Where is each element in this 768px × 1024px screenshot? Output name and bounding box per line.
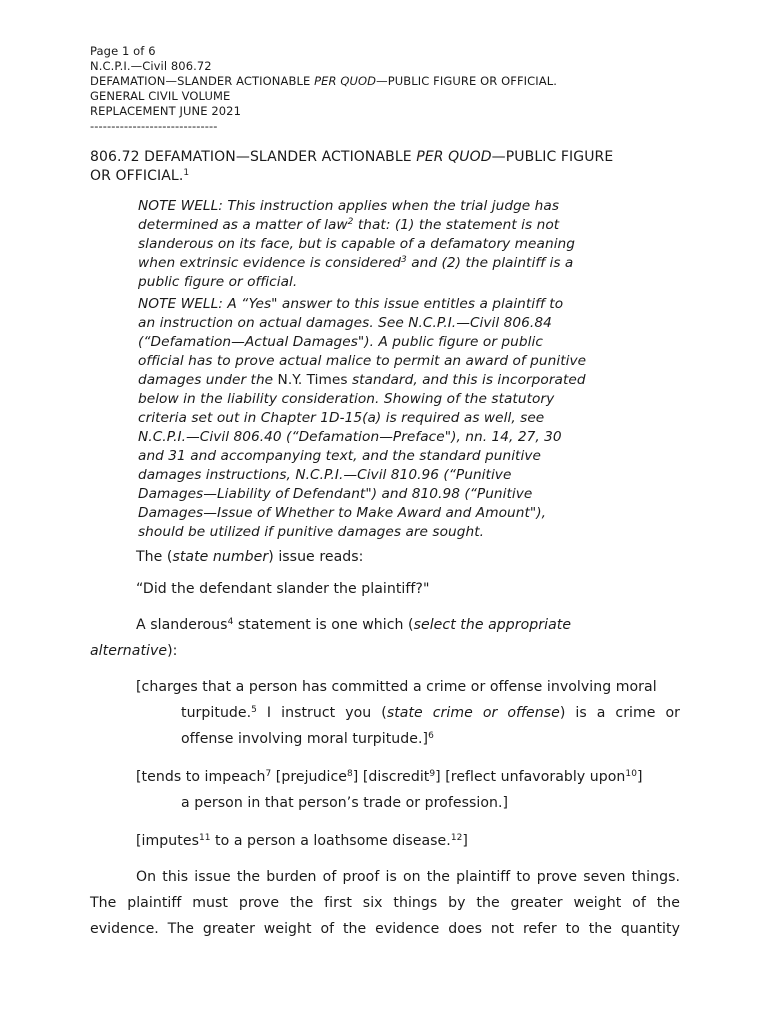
alternative-crime: [charges that a person has committed a crime or offense involving moral turpitude.$^5$ I instruct you (state crime or offense) is a crime or offense involving moral turpitude.]$^6$: [136, 679, 681, 747]
alternative-trade: [tends to impeach$^7$ [prejudice$^8$] [discredit$^9$] [reflect unfavorably upon$^{10}$] a person in that person’s trade or profession.]: [136, 769, 643, 811]
footnote-ref: 7: [265, 769, 272, 779]
note-well-damages: NOTE WELL: A “Yes" answer to this issue entitles a plaintiff to an instruction on actual damages. See N.C.P.I.—Civil 806.84 (“Defamation—Actual Damages"). A public figure or public official has to prove actual malice to permit an award of punitive damages under the N.Y. Times standard, and this is incorporated below in the liability consideration. Showing of the statutory criteria set out in Chapter 1D-15(a) is required as well, see N.C.P.I.—Civil 806.40 (“Defamation—Preface"), nn. 14, 27, 30 and 31 and accompanying text, and the standard punitive damages instructions, N.C.P.I.—Civil 810.96 (“Punitive Damages—Liability of Defendant") and 810.98 (“Punitive Damages—Issue of Whether to Make Award and Amount"), should be utilized if punitive damages are sought.: [138, 296, 587, 540]
header-title: DEFAMATION—SLANDER ACTIONABLE PER QUOD—PUBLIC FIGURE OR OFFICIAL.: [90, 74, 558, 88]
burden-of-proof: On this issue the burden of proof is on the plaintiff to prove seven things. The plaintiff must prove the first six things by the greater weight of the evidence. The greater weight of the evidence does not refer to the quantity: [90, 869, 680, 937]
document-page: [90, 44, 680, 942]
footnote-ref: 12: [450, 833, 463, 843]
instruction-number: N.C.P.I.—Civil 806.72: [90, 59, 212, 73]
footnote-ref: 5: [251, 705, 257, 715]
issue-intro: The (state number) issue reads:: [136, 549, 364, 565]
slanderous-definition: A slanderous$^4$ statement is one which (select the appropriate alternative):: [90, 617, 572, 659]
footnote-ref: 1: [183, 168, 190, 178]
footnote-ref: 9: [429, 769, 436, 779]
footnote-ref: 10: [625, 769, 637, 779]
footnote-ref: 11: [198, 833, 211, 843]
footnote-ref: 3: [401, 255, 407, 265]
page-indicator: Page 1 of 6: [90, 44, 156, 58]
section-title: 806.72 DEFAMATION—SLANDER ACTIONABLE PER QUOD—PUBLIC FIGURE OR OFFICIAL.$^1$: [90, 149, 614, 184]
header-rule: ------------------------------: [90, 119, 218, 133]
replacement-date: REPLACEMENT JUNE 2021: [90, 104, 241, 118]
running-header: [90, 44, 680, 134]
footnote-ref: 2: [347, 217, 354, 227]
alternative-disease: [imputes$^{11}$ to a person a loathsome disease.$^{12}$]: [136, 833, 468, 849]
footnote-ref: 6: [428, 731, 434, 741]
issue-question: “Did the defendant slander the plaintiff?": [136, 581, 430, 597]
note-well-scope: NOTE WELL: This instruction applies when the trial judge has determined as a matter of law$^2$ that: (1) the statement is not slanderous on its face, but is capable of a defamatory meaning when extrinsic evidence is considered$^3$ and (2) the plaintiff is a public figure or official.: [138, 198, 576, 290]
footnote-ref: 4: [227, 617, 234, 627]
volume-label: GENERAL CIVIL VOLUME: [90, 89, 231, 103]
footnote-ref: 8: [347, 769, 353, 779]
